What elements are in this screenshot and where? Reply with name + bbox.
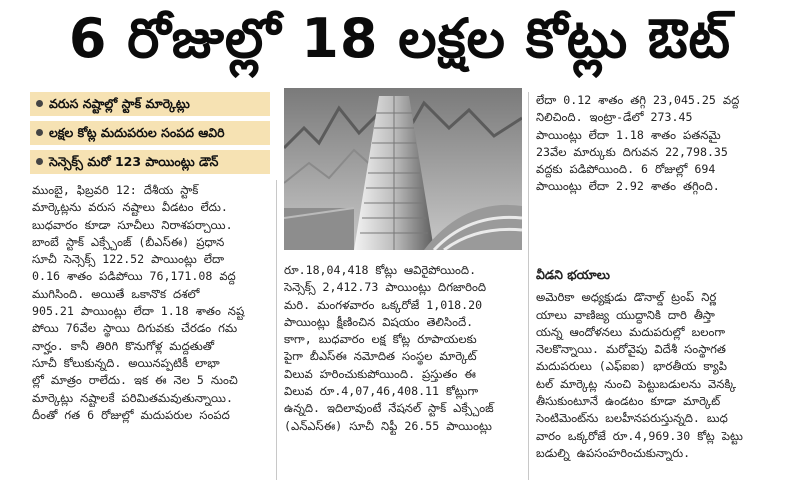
article-line: 905.21 పాయింట్లు లేదా 1.18 శాతం నష్ట — [32, 304, 245, 319]
article-line: పాయింట్లు లేదా 1.18 శాతం పతనమై — [536, 127, 721, 142]
bullet-item — [30, 121, 270, 145]
bullet-item — [30, 150, 270, 174]
article-line: అమెరికా అధ్యక్షుడు డొనాల్డ్ ట్రంప్ నిర్ణ — [536, 290, 717, 305]
article-line: కాగా, బుధవారం లక్ష కోట్ల రూపాయలకు — [284, 332, 477, 347]
article-line: నార్హం. కానీ తిరిగి కొనుగోళ్ల మద్దతుతో — [32, 338, 215, 353]
article-line: లేదా 0.12 శాతం తగ్గి 23,045.25 వద్ద — [536, 93, 740, 107]
photo-illustration — [284, 88, 522, 250]
article-line: సూచీ కోలుకున్నది. అయినప్పటికీ లాభా — [32, 355, 220, 370]
column-divider — [528, 92, 529, 480]
bullet-text: వరుస నష్టాల్లో స్టాక్ మార్కెట్లు — [49, 96, 190, 111]
headline: 6 రోజుల్లో 18 లక్షల కోట్లు ఔట్ — [68, 7, 732, 70]
article-line: (ఎన్ఎస్ఈ) సూచీ నిఫ్టీ 26.55 పాయింట్లు — [284, 418, 492, 433]
article-column-1 — [32, 182, 268, 424]
bullet-dot-icon — [36, 100, 43, 107]
article-line: బుధవారం కూడా సూచీలు నిరాశపర్చాయి. — [32, 217, 233, 232]
stock-exchange-building-photo — [284, 88, 522, 250]
article-line: పోయి 76వేల స్థాయి దిగువకు చేరడం గమ — [32, 321, 238, 336]
article-line: యాలు వాణిజ్య యుద్ధానికి దారి తీస్తా — [536, 307, 715, 322]
article-line: 0.16 శాతం పడిపోయి 76,171.08 వద్ద — [32, 269, 236, 284]
article-line: మార్కెట్లను వరుస నష్టాలు వీడటం లేదు. — [32, 200, 228, 215]
article-line: సెంటిమెంట్‌ను బలహీనపరుస్తున్నది. బుధ — [536, 411, 728, 426]
article-column-3-continued — [536, 250, 771, 462]
article-line: ల్లో మాత్రం రాలేదు. ఇక ఈ నెల 5 నుంచి — [32, 373, 238, 388]
article-column-2 — [284, 262, 524, 435]
subheading: వీడని భయాలు — [536, 267, 610, 282]
article-line: ముంబై, ఫిబ్రవరి 12: దేశీయ స్టాక్ — [32, 183, 199, 197]
article-line: 23వేల మార్కుకు దిగువన 22,798.35 — [536, 144, 728, 159]
article-line: విలువ రూ.4,07,46,408.11 కోట్లుగా — [284, 384, 479, 399]
article-line: రూ.18,04,418 కోట్లు ఆవిరైపోయింది. — [284, 263, 477, 277]
article-line: యన్న ఆందోళనలు మదుపరుల్లో బలంగా — [536, 324, 726, 339]
article-column-3 — [536, 92, 771, 196]
article-line: సూచీ సెన్సెక్స్ 122.52 పాయింట్లు లేదా — [32, 252, 225, 267]
article-line: ఉన్నది. ఇదిలావుంటే నేషనల్ స్టాక్ ఎక్స్చేంజ్ — [284, 401, 494, 416]
article-line: వారం ఒక్కరోజే రూ.4,969.30 కోట్ల పెట్టు — [536, 428, 743, 443]
article-line: ముగిసింది. అయితే ఒకానొక దశలో — [32, 286, 200, 301]
article-line: దీంతో గత 6 రోజుల్లో మదుపరుల సంపద — [32, 407, 230, 422]
bullet-text: సెన్సెక్స్ మరో 123 పాయింట్లు డౌన్ — [49, 154, 219, 169]
article-line: నెలకొన్నాయి. మరోవైపు విదేశీ సంస్థాగత — [536, 342, 726, 357]
bullet-dot-icon — [36, 129, 43, 136]
article-line: పైగా బీఎస్ఈ నమోదిత సంస్థల మార్కెట్ — [284, 349, 477, 364]
article-line: సెన్సెక్స్ 2,412.73 పాయింట్లు దిగజారింది — [284, 280, 487, 295]
article-line: తీసుకుంటూనే ఉండటం కూడా మార్కెట్ — [536, 394, 721, 409]
article-line: బడుల్ని ఉపసంహరించుకున్నారు. — [536, 445, 691, 460]
article-line: మార్కెట్లు నష్టాలకే పరిమితమవుతున్నాయి. — [32, 390, 233, 405]
article-line: బాంబే స్టాక్ ఎక్స్చేంజ్ (బీఎస్ఈ) ప్రధాన — [32, 234, 225, 249]
column-divider — [276, 180, 277, 480]
article-line: వద్దకు పడిపోయింది. 6 రోజుల్లో 694 — [536, 162, 716, 177]
article-line: టల్ మార్కెట్ల నుంచి పెట్టుబడులను వెనక్కి — [536, 376, 737, 391]
bullet-dot-icon — [36, 158, 43, 165]
article-line: మరి. మంగళవారం ఒక్కరోజే 1,018.20 — [284, 297, 483, 312]
bullet-item — [30, 92, 270, 116]
article-line: మదుపరులు (ఎఫ్ఐఐ) భారతీయ క్యాపి — [536, 359, 727, 374]
bullet-text: లక్షల కోట్ల మదుపరుల సంపద ఆవిరి — [49, 125, 225, 140]
bullet-list — [30, 92, 270, 179]
article-line: విలువ హరించుకుపోయింది. ప్రస్తుతం ఈ — [284, 366, 476, 381]
article-line: నిలిచింది. ఇంట్రా-డేలో 273.45 — [536, 110, 693, 125]
article-line: పాయింట్లు క్షీణించిన విషయం తెలిసిందే. — [284, 314, 474, 329]
article-line: పాయింట్లు లేదా 2.92 శాతం తగ్గింది. — [536, 179, 720, 194]
